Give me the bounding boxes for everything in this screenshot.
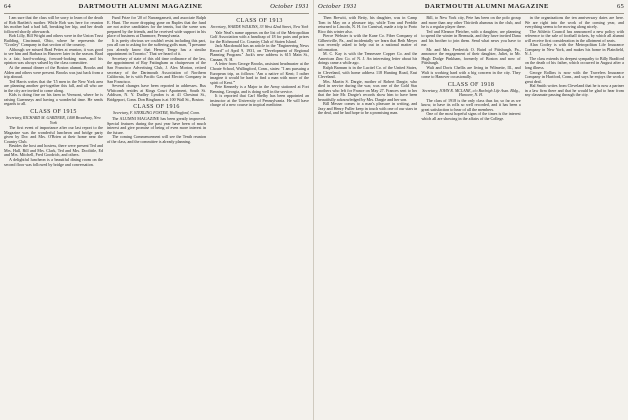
paragraph: Although we missed Brad Pettes at reunion, it was good to see him and Barbara in Hanover later in the season. Brad is a fair, hard-working, forward-looking man, and his opinion was always valued by the class committee.	[4, 46, 103, 66]
paragraph: M. C. Kay is with the Tennessee Copper Co. and the American Zinc Co. of N. J. An interesting letter about his doings came a while ago.	[318, 51, 418, 66]
paragraph: Mr. and Mrs. Frederick O. Baird of Pittsburgh, Pa., announce the engagement of their daughter, Juliet, to Mr. Hugh Dodge Pinkham, formerly of Boston and now of Pittsburgh.	[421, 46, 521, 66]
paragraph: in the organizations the ten anniversary dates are here. We are right into the work of the coming year, and everything seems to be moving along nicely.	[524, 16, 624, 30]
magazine-title: DARTMOUTH ALUMNI MAGAZINE	[78, 3, 203, 10]
class-secretary: Secretary, F. STERLING FOSTER, Wallingford, Conn.	[112, 110, 201, 116]
paragraph: The Athletic Council has announced a new policy with reference to the sale of football tickets, by which all alumni will receive first consideration in the allotment of seats.	[524, 28, 624, 43]
page-number: 64	[4, 3, 11, 10]
paragraph: Mrs. Martin S. Dargie, mother of Robert Dargie, who died in service during the war, was one of the Gold Star mothers who left for France on May 27. Frances sent to her that the late Mr. Dargie's records show him to have been beautifully acknowledged by Mrs. Dargie and her son.	[318, 78, 418, 102]
magazine-title: DARTMOUTH ALUMNI MAGAZINE	[424, 3, 549, 10]
paragraph: Ted Harris writes that the '15 men in the New York area are planning another get-together this fall, and all who are in the city are invited to come along.	[4, 78, 103, 93]
column	[210, 16, 309, 420]
paragraph: Ralph Barnum is in the Lucitel Co. of the United States, in Cleveland, with home address 118 Hunting Road, East Cleveland.	[318, 65, 418, 80]
class-heading: CLASS OF 1918	[447, 81, 495, 88]
paragraph: A delightful luncheon is a beautiful dining room on the second floor was followed by bridge and conversation.	[4, 156, 103, 167]
paragraph: The first event of importance after our last report to the Magazine was the wonderful luncheon and bridge party given by Doc and Mrs. O'Brien at their home near the Country Club.	[4, 125, 103, 144]
class-heading: CLASS OF 1916	[133, 104, 180, 111]
paragraph: At the annual dinner of the Boston alumni, Brooks and Alden and others were present. Brooks was just back from a trip abroad.	[4, 65, 103, 80]
paragraph: A letter from George Brooks, assistant headmaster at the Choate School, Wallingford, Conn., states: "I am pursuing a European trip, as follows: 'Am a native of Kent; I rather imagine it would be hard to find a man with more of the spirit of Kent.'"	[210, 61, 309, 85]
paragraph: Then Brewitt, with Betty, his daughter, was in Camp Tom in May on a pleasure trip, while Tom and Freddie returned to Lincoln, N. H. for Carnival, made a trip to Porto Rico this winter also.	[318, 16, 418, 34]
paragraph: Kids is doing fine on his farm in Vermont, where he is raising Guernseys and having a wonderful time. He sends regards to all.	[4, 92, 103, 107]
column	[4, 16, 103, 420]
paragraph: The ALUMNI MAGAZINE has been greatly improved. Special features during the past year have been of much interest and give promise of being of even more interest in the future.	[107, 115, 206, 135]
class-heading: CLASS OF 1913	[236, 18, 283, 24]
paragraph: Fund Prize for '20 of Narrangansett, and associate Ralph E. Hunt. The more dropping gone on Ruples that the fund are not active candidates for the tennis, but the scene was prepared by the friends, and he received wide support in his place of business at Dunmore, Pennsylvania.	[107, 16, 206, 39]
paragraph: The class of 1918 is the only class thus far, so far as we know, to have its rolls so well recorded, and it has been a great satisfaction to hear of all the members.	[421, 97, 521, 112]
issue-date: October 1931	[318, 3, 357, 10]
paragraph: Alan Cooley is with the Metropolitan Life Insurance Company in New York, and makes his home in Plainfield, N. J.	[524, 42, 624, 57]
paragraph: Pierce Webster is with the Kane Co. Fiber Company of Gilbertville, Pa., and incidentally we learn that Beth Meyer was recently asked to help out in a national matter of information.	[318, 33, 418, 52]
paragraph: Secretary of state of this old time ordinance of the law, the appointment of Ray Fattingham as chairperson of the San Francisco Advertising Club, J. Alex Morton, retired secretary of the Dartmouth Association of Northern California, he is with Pacific Gas and Electric Company in San Francisco.	[107, 55, 206, 84]
paragraph: Bill, to New York city, Pete has been on the polo group and more than any other Thirtieth alumnus in the club, and he is a regular player there.	[421, 16, 521, 30]
paragraph: The coming Commencement will see the Tenth reunion of the class, and the committee is already planning.	[107, 134, 206, 144]
paragraph: It is reported that Carl Shelby has been appointed an instructor at the University of Pennsylvania. He will have charge of a new course in tropical medicine.	[210, 93, 309, 108]
issue-date: October 1931	[270, 3, 309, 10]
paragraph: It is pretty obvious we couldn't resist including this part, you all can to asking for the suffering golfs man, "I presume you already know that Henry Tenge has a similar appointment in Toronto." That we heard of it.	[107, 37, 206, 57]
class-secretary: Secretary, RICHARD M. GARDNER, 1408 Broadway, New York	[6, 114, 101, 125]
paragraph: One of the most hopeful signs of the times is the interest which all are showing in the affairs of the College.	[421, 111, 521, 122]
paragraph: I am sure that the class will be sorry to learn of the death of Rob Bartlett's mother. While Rob was here for reunion his mother had a bad fall, breaking her hip, and her death followed shortly afterwards.	[4, 16, 103, 34]
page-number: 65	[617, 3, 624, 10]
class-heading: CLASS OF 1915	[30, 108, 77, 115]
column	[107, 16, 206, 420]
paragraph: George Rollins is now with the Travelers Insurance Company in Hartford, Conn., and says he enjoys the work a great deal.	[524, 69, 624, 84]
column	[525, 16, 624, 420]
class-secretary: Secretary, WARDE WILKINS, 33 West 42nd Street, New York	[210, 24, 309, 29]
right-page	[314, 0, 628, 420]
paragraph: Besides the host and hostess, there were present Ted and Mrs. Hall, Bill and Mrs. Clark, Ted and Mrs. Doolittle, Ed and Mrs. Mitchell, Fred Goodrich, and others.	[4, 143, 103, 158]
paragraph: Yale Neal's name appears on the list of the Metropolitan Golf Association with a handicap of 18 for pairs and prizes for the Richmond Co. Country Club of Staten Island.	[210, 29, 309, 44]
paragraph: Pete Kennedy is a Major in the Army stationed at Fort Benning, Georgia, and is doing well in the service.	[210, 84, 309, 94]
paragraph: Walt and Doris Chellis are living in Wilmette, Ill., and Walt is working hard with a big concern in the city. They come to Hanover occasionally.	[421, 65, 521, 80]
column	[318, 16, 417, 420]
text-columns	[4, 16, 309, 420]
paragraph: Hal Smith writes from Cleveland that he is now a partner in a law firm there and that he would be glad to hear from any classmate passing through the city.	[524, 83, 624, 98]
page-header	[318, 3, 624, 14]
paragraph: Several changes have been reported in addresses. Bus Whitcomb resides at Kings Court Apartment, South St. Addison, N. Y. Dudley Lyndon is at 41 Chestnut St., Bridgeport, Conn. Don Bingham is at 100 Wall St., Boston.	[107, 83, 206, 102]
paragraph: Bill Messer comes to a man's pleasure in writing, and Jaxy and Henry Fuller keep in touch with one of our stars in the deal, and he had hope to be a promising man.	[318, 101, 418, 116]
page-header	[4, 3, 309, 14]
class-secretary: Secretary, JOHN R. MCLANE, c/o Burleigh Life Assn. Bldg., Hanover, N. H.	[422, 87, 520, 98]
column	[421, 16, 520, 420]
paragraph: Jack Macdonald has an article in the "Engineering News Record" of April 9, 1931, on "Development of Regional Planning Program." Jack's new address is 615 Main St., Canaan, N. H.	[210, 43, 309, 62]
paragraph: Ted and Eleanor Fletcher, with a daughter, are planning to spend the winter in Bermuda, and they have invited Dana and his brother to join them. Send what news you have to me.	[421, 28, 521, 48]
paragraph: The class extends its deepest sympathy to Billy Bradford on the death of his father, which occurred in August after a long illness.	[524, 55, 624, 71]
paragraph: Bob Lilly, Bill Wright and others were in the Union Trust Building, Cincinnati, Ohio, where he represents the "Crosley" Company in that section of the country.	[4, 33, 103, 48]
text-columns	[318, 16, 624, 420]
